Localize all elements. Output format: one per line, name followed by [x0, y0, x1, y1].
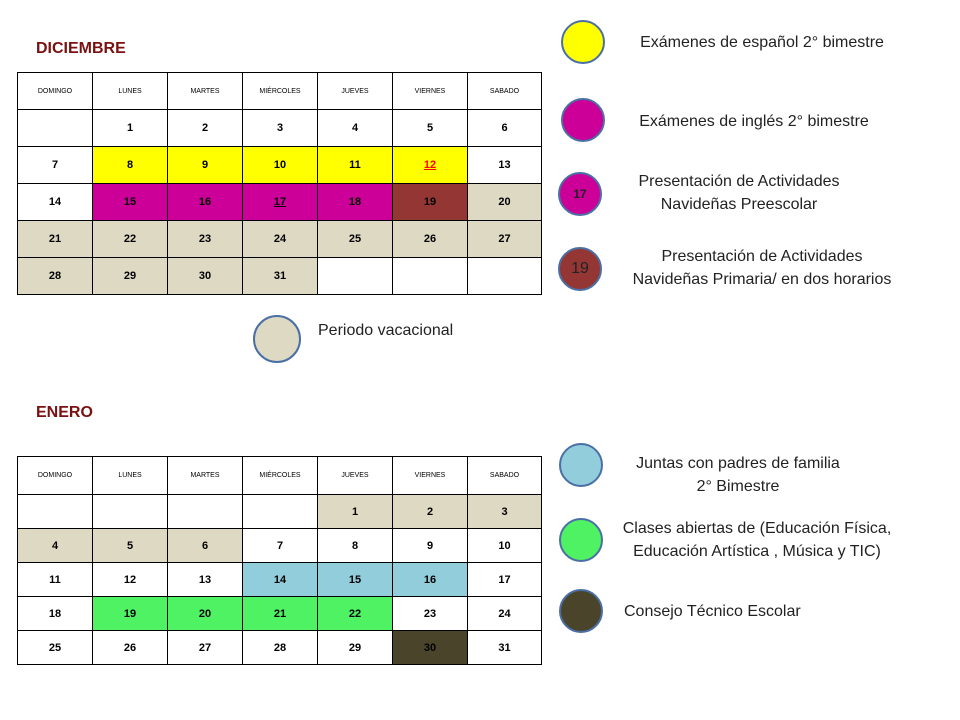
day-cell-juntas: 16 [393, 563, 468, 597]
legend-juntas [618, 452, 858, 498]
legend-swatch-clases [559, 518, 603, 562]
day-cell-clases: 22 [318, 597, 393, 631]
legend-swatch-consejo [559, 589, 603, 633]
header-martes: MARTES [168, 73, 243, 110]
legend-preescolar [614, 170, 864, 216]
day-cell: 28 [243, 631, 318, 665]
day-cell-vacacional: 3 [468, 495, 542, 529]
legend-swatch-primaria: 19 [558, 247, 602, 291]
day-cell-espanol: 9 [168, 147, 243, 184]
legend-swatch-juntas [559, 443, 603, 487]
header-viernes: VIERNES [393, 73, 468, 110]
day-cell: 10 [468, 529, 542, 563]
day-cell-ingles: 16 [168, 184, 243, 221]
legend-swatch-ingles [561, 98, 605, 142]
day-cell [318, 258, 393, 295]
legend-vacacional: Periodo vacacional [318, 322, 454, 339]
day-cell-juntas: 15 [318, 563, 393, 597]
day-cell-vacacional: 29 [93, 258, 168, 295]
day-cell-clases: 19 [93, 597, 168, 631]
header-martes: MARTES [168, 457, 243, 495]
header-viernes: VIERNES [393, 457, 468, 495]
day-cell: 24 [468, 597, 542, 631]
day-cell-vacacional: 4 [18, 529, 93, 563]
day-cell: 25 [18, 631, 93, 665]
day-cell: 5 [393, 110, 468, 147]
day-cell-clases: 20 [168, 597, 243, 631]
legend-consejo: Consejo Técnico Escolar [624, 603, 801, 620]
legend-primaria [612, 245, 912, 291]
calendar-enero [17, 456, 542, 665]
week-row [18, 631, 542, 665]
day-cell-vacacional: 6 [168, 529, 243, 563]
legend-swatch-espanol [561, 20, 605, 64]
day-cell: 31 [468, 631, 542, 665]
day-link-12[interactable]: 12 [423, 159, 437, 171]
week-row [18, 110, 542, 147]
header-lunes: LUNES [93, 73, 168, 110]
day-cell [18, 495, 93, 529]
day-cell-vacacional: 28 [18, 258, 93, 295]
legend-clases [612, 517, 902, 563]
header-domingo: DOMINGO [18, 73, 93, 110]
day-cell-primaria: 19 [393, 184, 468, 221]
day-cell-espanol: 11 [318, 147, 393, 184]
legend-juntas-line1: Juntas con padres de familia [636, 455, 840, 472]
week-row [18, 221, 542, 258]
legend-clases-line1: Clases abiertas de (Educación Física, [622, 520, 892, 537]
day-cell-ingles [243, 184, 318, 221]
legend-preescolar-line2: Navideñas Preescolar [660, 196, 818, 213]
day-cell-vacacional: 21 [18, 221, 93, 258]
day-cell: 6 [468, 110, 542, 147]
week-row [18, 184, 542, 221]
day-cell: 9 [393, 529, 468, 563]
legend-preescolar-line1: Presentación de Actividades [638, 173, 840, 190]
day-cell: 17 [468, 563, 542, 597]
month-title-enero: ENERO [36, 404, 93, 421]
day-cell-espanol: 10 [243, 147, 318, 184]
day-cell-vacacional: 26 [393, 221, 468, 258]
day-cell: 14 [18, 184, 93, 221]
day-cell-vacacional: 20 [468, 184, 542, 221]
legend-primaria-line1: Presentación de Actividades [661, 248, 863, 265]
day-cell [393, 258, 468, 295]
week-row [18, 495, 542, 529]
day-cell: 8 [318, 529, 393, 563]
week-row [18, 258, 542, 295]
day-cell: 2 [168, 110, 243, 147]
header-sabado: SABADO [468, 73, 542, 110]
header-jueves: JUEVES [318, 73, 393, 110]
day-cell-vacacional: 2 [393, 495, 468, 529]
day-link-17[interactable]: 17 [273, 196, 287, 208]
day-cell: 7 [18, 147, 93, 184]
day-cell: 27 [168, 631, 243, 665]
day-cell: 3 [243, 110, 318, 147]
day-cell-vacacional: 23 [168, 221, 243, 258]
day-cell-clases: 21 [243, 597, 318, 631]
day-cell: 12 [93, 563, 168, 597]
day-cell [243, 495, 318, 529]
day-cell: 1 [93, 110, 168, 147]
header-lunes: LUNES [93, 457, 168, 495]
header-domingo: DOMINGO [18, 457, 93, 495]
legend-ingles: Exámenes de inglés 2° bimestre [639, 113, 869, 130]
day-cell: 13 [168, 563, 243, 597]
day-cell-vacacional: 1 [318, 495, 393, 529]
legend-primaria-line2: Navideñas Primaria/ en dos horarios [632, 271, 892, 288]
legend-clases-line2: Educación Artística , Música y TIC) [633, 543, 881, 560]
day-cell-consejo: 30 [393, 631, 468, 665]
header-sabado: SABADO [468, 457, 542, 495]
header-jueves: JUEVES [318, 457, 393, 495]
week-row [18, 529, 542, 563]
day-cell [18, 110, 93, 147]
day-cell-vacacional: 31 [243, 258, 318, 295]
day-cell [93, 495, 168, 529]
day-cell: 7 [243, 529, 318, 563]
day-cell: 11 [18, 563, 93, 597]
legend-swatch-preescolar: 17 [558, 172, 602, 216]
day-cell [168, 495, 243, 529]
day-cell: 23 [393, 597, 468, 631]
day-cell: 13 [468, 147, 542, 184]
day-cell: 29 [318, 631, 393, 665]
week-row [18, 597, 542, 631]
day-cell-vacacional: 27 [468, 221, 542, 258]
header-miercoles: MIÉRCOLES [243, 73, 318, 110]
week-row [18, 147, 542, 184]
day-cell [468, 258, 542, 295]
header-miercoles: MIÉRCOLES [243, 457, 318, 495]
legend-espanol: Exámenes de español 2° bimestre [640, 34, 884, 51]
month-title-diciembre: DICIEMBRE [36, 40, 126, 57]
day-cell: 4 [318, 110, 393, 147]
day-cell: 26 [93, 631, 168, 665]
day-cell-ingles: 15 [93, 184, 168, 221]
day-cell-vacacional: 5 [93, 529, 168, 563]
week-row [18, 563, 542, 597]
day-cell-juntas: 14 [243, 563, 318, 597]
day-cell-ingles: 18 [318, 184, 393, 221]
calendar-diciembre [17, 72, 542, 295]
day-cell-vacacional: 25 [318, 221, 393, 258]
legend-juntas-line2: 2° Bimestre [696, 478, 780, 495]
day-cell-espanol: 8 [93, 147, 168, 184]
day-cell-vacacional: 30 [168, 258, 243, 295]
day-cell-vacacional: 24 [243, 221, 318, 258]
day-cell: 18 [18, 597, 93, 631]
day-cell-espanol [393, 147, 468, 184]
legend-swatch-vacacional [253, 315, 301, 363]
day-cell-vacacional: 22 [93, 221, 168, 258]
